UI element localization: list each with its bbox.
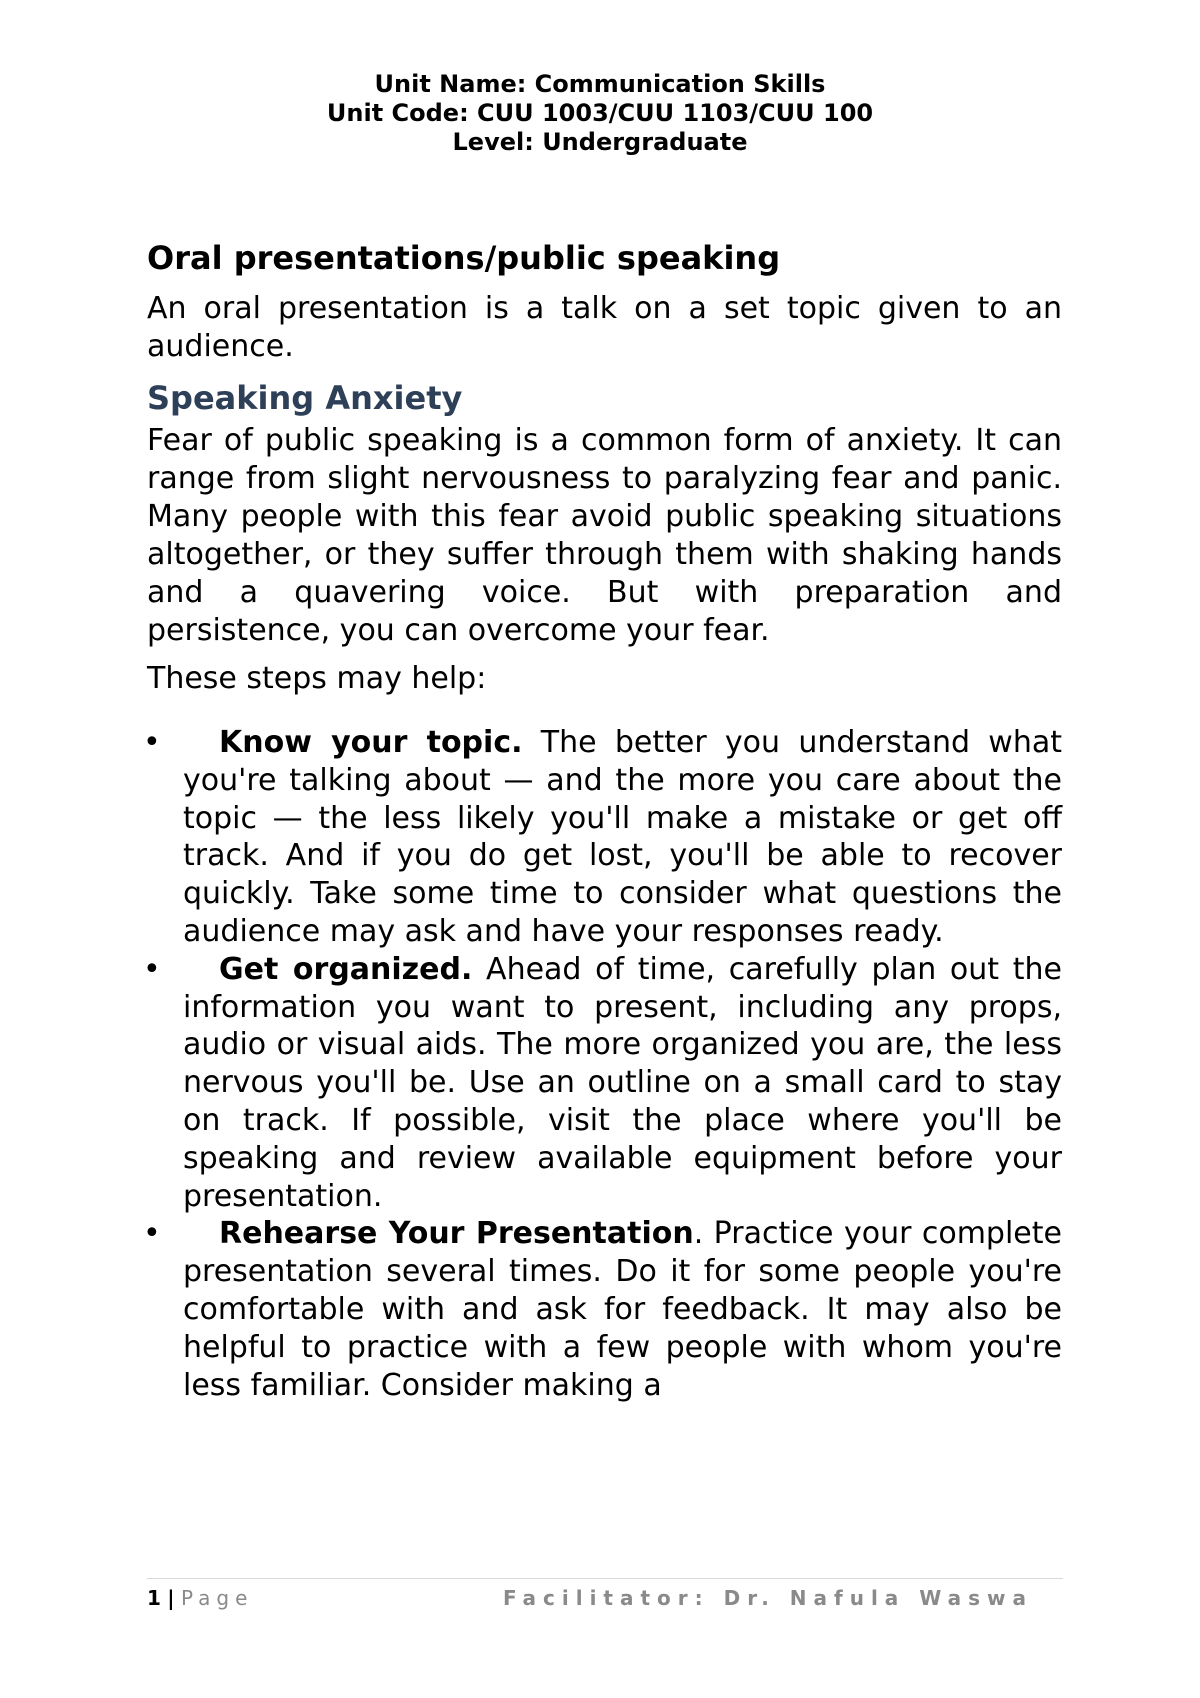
bullet-icon: •: [143, 951, 161, 987]
document-body: [143, 236, 1062, 1404]
step-text: The better you understand what you're talking about — and the more you care about the topic — the less likely you'll make a mistake or get off track. And if you do get lost, you'll be able to recover quickly. Take some time to consider what questions the audience may ask and have your responses ready.: [183, 725, 1062, 949]
steps-intro: These steps may help:: [147, 661, 487, 696]
list-item: [143, 951, 1062, 1216]
footer-separator: |: [167, 1586, 175, 1610]
anxiety-paragraph: Fear of public speaking is a common form of anxiety. It can range from slight nervousness to paralyzing fear and panic. Many people with this fear avoid public speaking situations altogether, or they suffer through them with shaking hands and a quavering voice. But with preparation and persistence, you can overcome your fear.: [147, 423, 1062, 648]
level: Level: Undergraduate: [452, 128, 748, 156]
step-title: Rehearse Your Presentation: [219, 1216, 694, 1252]
facilitator-name: Facilitator: Dr. Nafula Waswa: [503, 1586, 1033, 1610]
unit-name: Unit Name: Communication Skills: [374, 70, 826, 98]
page-title: Oral presentations/public speaking: [147, 239, 781, 277]
footer-divider: [147, 1578, 1063, 1579]
step-text: . Practice your complete presentation several times. Do it for some people you're comfortable with and ask for feedback. It may also be helpful to practice with a few people with whom you're less familiar. Consider making a: [183, 1216, 1062, 1403]
bullet-icon: •: [143, 1216, 161, 1252]
page-header: [0, 70, 1200, 157]
list-item: [143, 724, 1062, 951]
intro-paragraph: An oral presentation is a talk on a set topic given to an audience.: [147, 291, 1062, 364]
step-title: Know your topic.: [219, 725, 523, 760]
step-text: Ahead of time, carefully plan out the information you want to present, including any props, audio or visual aids. The more organized you are, the less nervous you'll be. Use an outline on a small card to stay on track. If possible, visit the place where you'll be speaking and review available equipment before your presentation.: [183, 951, 1062, 1214]
unit-code: Unit Code: CUU 1003/CUU 1103/CUU 100: [326, 99, 874, 127]
page-label: Page: [180, 1586, 254, 1610]
step-title: Get organized.: [219, 951, 473, 987]
list-item: [143, 1215, 1062, 1404]
section-heading: Speaking Anxiety: [147, 379, 463, 417]
page-footer: [147, 1586, 1063, 1610]
steps-list: [143, 724, 1062, 1404]
bullet-icon: •: [143, 725, 161, 760]
page-number: 1: [147, 1586, 161, 1610]
